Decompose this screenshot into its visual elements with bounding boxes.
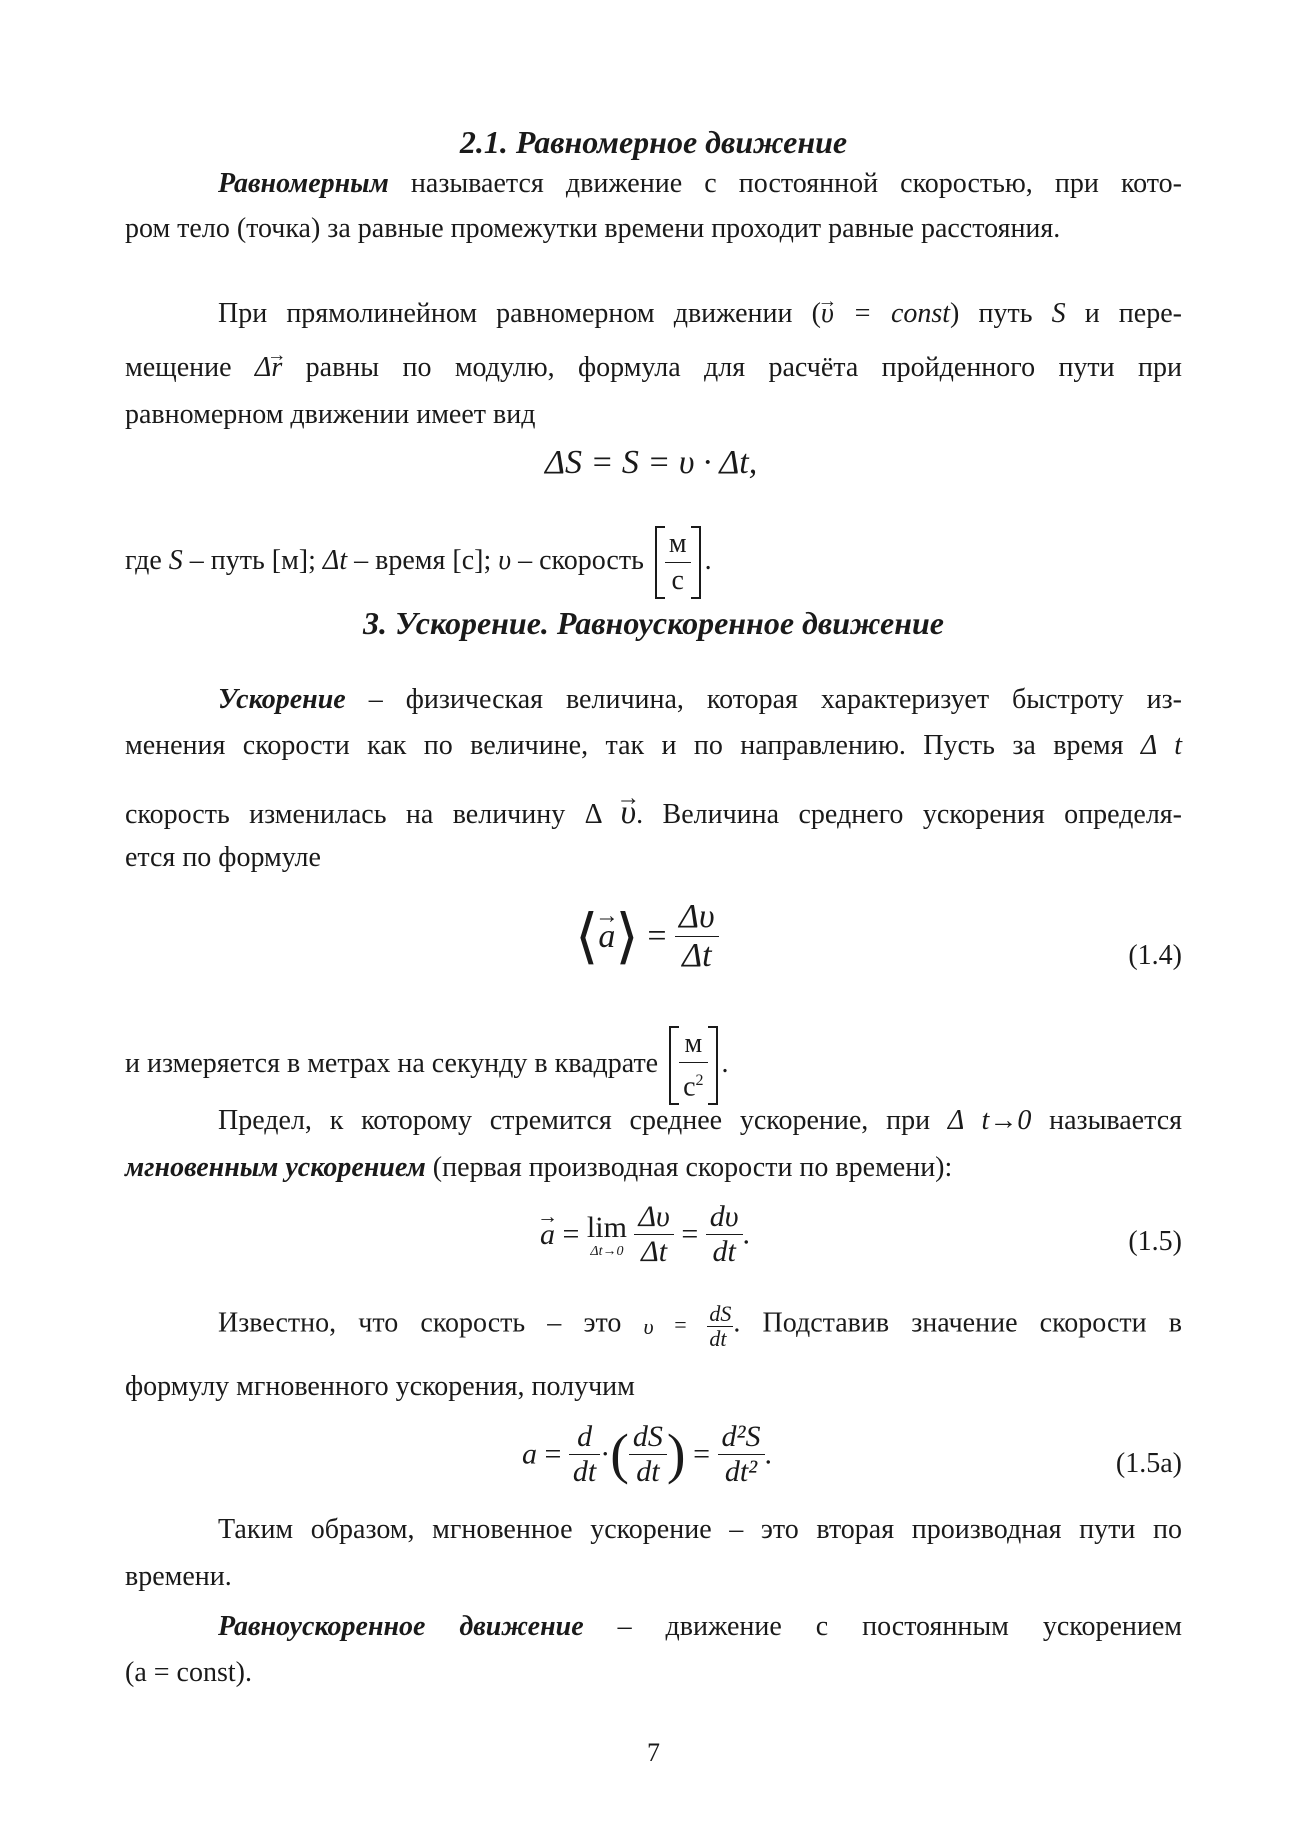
denominator: dt²: [724, 1455, 758, 1488]
unit-numerator: м: [679, 1026, 707, 1063]
paragraph-line: [125, 728, 1182, 764]
text: где: [125, 544, 169, 576]
fraction: [629, 1420, 667, 1489]
denominator: dt: [709, 1326, 727, 1351]
fraction: [634, 1200, 673, 1269]
text: и пере-: [1065, 298, 1182, 329]
text: = const: [833, 298, 951, 329]
term-acceleration: Ускорение: [218, 684, 346, 715]
text: Известно, что скорость – это: [218, 1307, 644, 1339]
denominator: dt: [572, 1455, 597, 1488]
unit-fraction: [679, 1026, 707, 1105]
text: мещение: [125, 352, 255, 383]
paragraph-line: ется по формуле: [125, 842, 321, 873]
paragraph-line: [125, 350, 1182, 386]
paragraph-line: (a = const).: [125, 1657, 252, 1688]
vector-a: → a: [540, 1218, 555, 1252]
equation-number-1-5a: (1.5a): [1115, 1448, 1182, 1479]
symbol-v: υ: [498, 544, 512, 576]
numerator: d²S: [718, 1420, 765, 1455]
symbol-v: υ: [643, 1313, 654, 1339]
symbol-dt: Δ t: [1140, 730, 1182, 761]
fraction: [675, 898, 719, 975]
paragraph-line: времени.: [125, 1561, 232, 1592]
vector-v: → υ: [621, 795, 637, 831]
paragraph-line: ром тело (точка) за равные промежутки времени проходит равные расстояния.: [125, 213, 1061, 244]
symbol-S: S: [168, 544, 183, 576]
symbol-a: a: [522, 1437, 537, 1471]
term-uniform: Равномерным: [218, 168, 389, 199]
text: – физическая величина, которая характеризует быстроту из-: [345, 684, 1182, 715]
paragraph-line: [125, 1026, 1182, 1105]
unit-bracket: [655, 526, 701, 599]
symbol-delta: Δ: [254, 352, 272, 383]
term-instant-acceleration: мгновенным ускорением: [125, 1152, 426, 1183]
text: (первая производная скорости по времени):: [425, 1152, 953, 1183]
numerator: dS: [629, 1420, 667, 1455]
text: – скорость: [511, 544, 651, 576]
denominator: Δt: [682, 937, 712, 974]
vector-r: → r: [271, 350, 282, 386]
unit-denominator: с: [671, 565, 684, 596]
text: .: [704, 544, 712, 576]
paragraph-line: [125, 296, 1182, 332]
limit: [587, 1211, 627, 1259]
denominator: Δt: [641, 1235, 668, 1268]
limit-condition: Δ t→0: [947, 1105, 1032, 1136]
numerator: d: [569, 1420, 600, 1455]
paragraph-line: Таким образом, мгновенное ускорение – это вторая производная пути по: [218, 1514, 1182, 1545]
text: и измеряется в метрах на секунду в квадрате: [125, 1048, 666, 1080]
symbol-S: S: [1051, 298, 1066, 329]
section-heading-acceleration: 3. Ускорение. Равноускоренное движение: [362, 605, 944, 641]
paragraph-line: равномерном движении имеет вид: [125, 399, 536, 430]
section-heading-uniform-motion: 2.1. Равномерное движение: [459, 124, 848, 160]
vector-v: → υ: [821, 296, 834, 332]
text: скорость изменилась на величину: [125, 799, 585, 830]
text: При прямолинейном равномерном движении (: [218, 298, 821, 329]
denominator: dt: [712, 1235, 736, 1268]
numerator: Δυ: [675, 898, 719, 937]
unit-bracket: [669, 1026, 717, 1105]
fraction: [569, 1420, 600, 1489]
text: . Подставив значение скорости в: [733, 1307, 1183, 1339]
fraction: [718, 1420, 765, 1489]
superscript: 2: [695, 1072, 704, 1089]
formula-1-5: → a = lim Δt→0 $\frac{\Delta\upsilon}{\Delta t}$ = $\frac{d\upsilon}{dt}$ .: [540, 1200, 750, 1269]
text: .: [721, 1048, 729, 1080]
text: называется: [1031, 1105, 1182, 1136]
text: – время [с];: [347, 544, 499, 576]
term-uniform-acceleration: Равноускоренное движение: [218, 1611, 584, 1642]
paragraph-line: формулу мгновенного ускорения, получим: [125, 1371, 635, 1402]
lim-sub: Δt→0: [590, 1243, 624, 1259]
text: ) путь: [950, 298, 1052, 329]
lim: lim: [586, 1210, 627, 1244]
symbol-delta: Δ: [584, 799, 602, 830]
fraction: [707, 1302, 733, 1351]
text: называется движение с постоянной скоростью, при кото-: [388, 168, 1182, 199]
unit-fraction: [665, 526, 691, 599]
text: Предел, к которому стремится среднее ускорение, при: [218, 1105, 948, 1136]
paragraph-line: [125, 682, 1182, 718]
numerator: Δυ: [634, 1200, 673, 1235]
formula-1-5a: a = $\frac{d}{dt}$ ·( $\frac{dS}{dt}$ ) = $\frac{\text{d²S}}{\text{dt²}}$ .: [522, 1420, 772, 1488]
where-line: [125, 526, 1182, 599]
numerator: dS: [709, 1301, 732, 1326]
text: . Величина среднего ускорения определя-: [636, 799, 1182, 830]
paragraph-line: [125, 1302, 1182, 1351]
denominator: dt: [636, 1455, 660, 1488]
text: с: [683, 1071, 696, 1103]
paragraph-line: [125, 1150, 1182, 1186]
fraction: [706, 1200, 743, 1269]
unit-numerator: м: [665, 526, 691, 563]
vector-a: → a: [598, 918, 615, 956]
text: – путь [м];: [182, 544, 323, 576]
paragraph-line: [125, 795, 1182, 833]
equation-number-1-5: (1.5): [1128, 1226, 1182, 1257]
formula-1-4: ⟨→ a⟩ = $\frac{\Delta\upsilon}{\Delta t}$: [575, 898, 719, 975]
page-number: 7: [647, 1738, 660, 1767]
paragraph-line: [125, 1103, 1182, 1139]
numerator: dυ: [706, 1200, 743, 1235]
formula-path: ΔS = S = υ · Δt,: [545, 444, 758, 481]
text: равны по модулю, формула для расчёта пройденного пути при: [282, 352, 1183, 383]
symbol-dt: Δt: [322, 544, 348, 576]
text: – движение с постоянным ускорением: [583, 1611, 1182, 1642]
unit-denominator: [679, 1063, 707, 1105]
text: менения скорости как по величине, так и по направлению. Пусть за время: [125, 730, 1141, 761]
paragraph-line: [125, 1609, 1182, 1645]
inline-formula: υ = $\frac{dS}{dt}$: [643, 1301, 732, 1351]
paragraph-line: [125, 166, 1182, 202]
equation-number-1-4: (1.4): [1128, 940, 1182, 971]
